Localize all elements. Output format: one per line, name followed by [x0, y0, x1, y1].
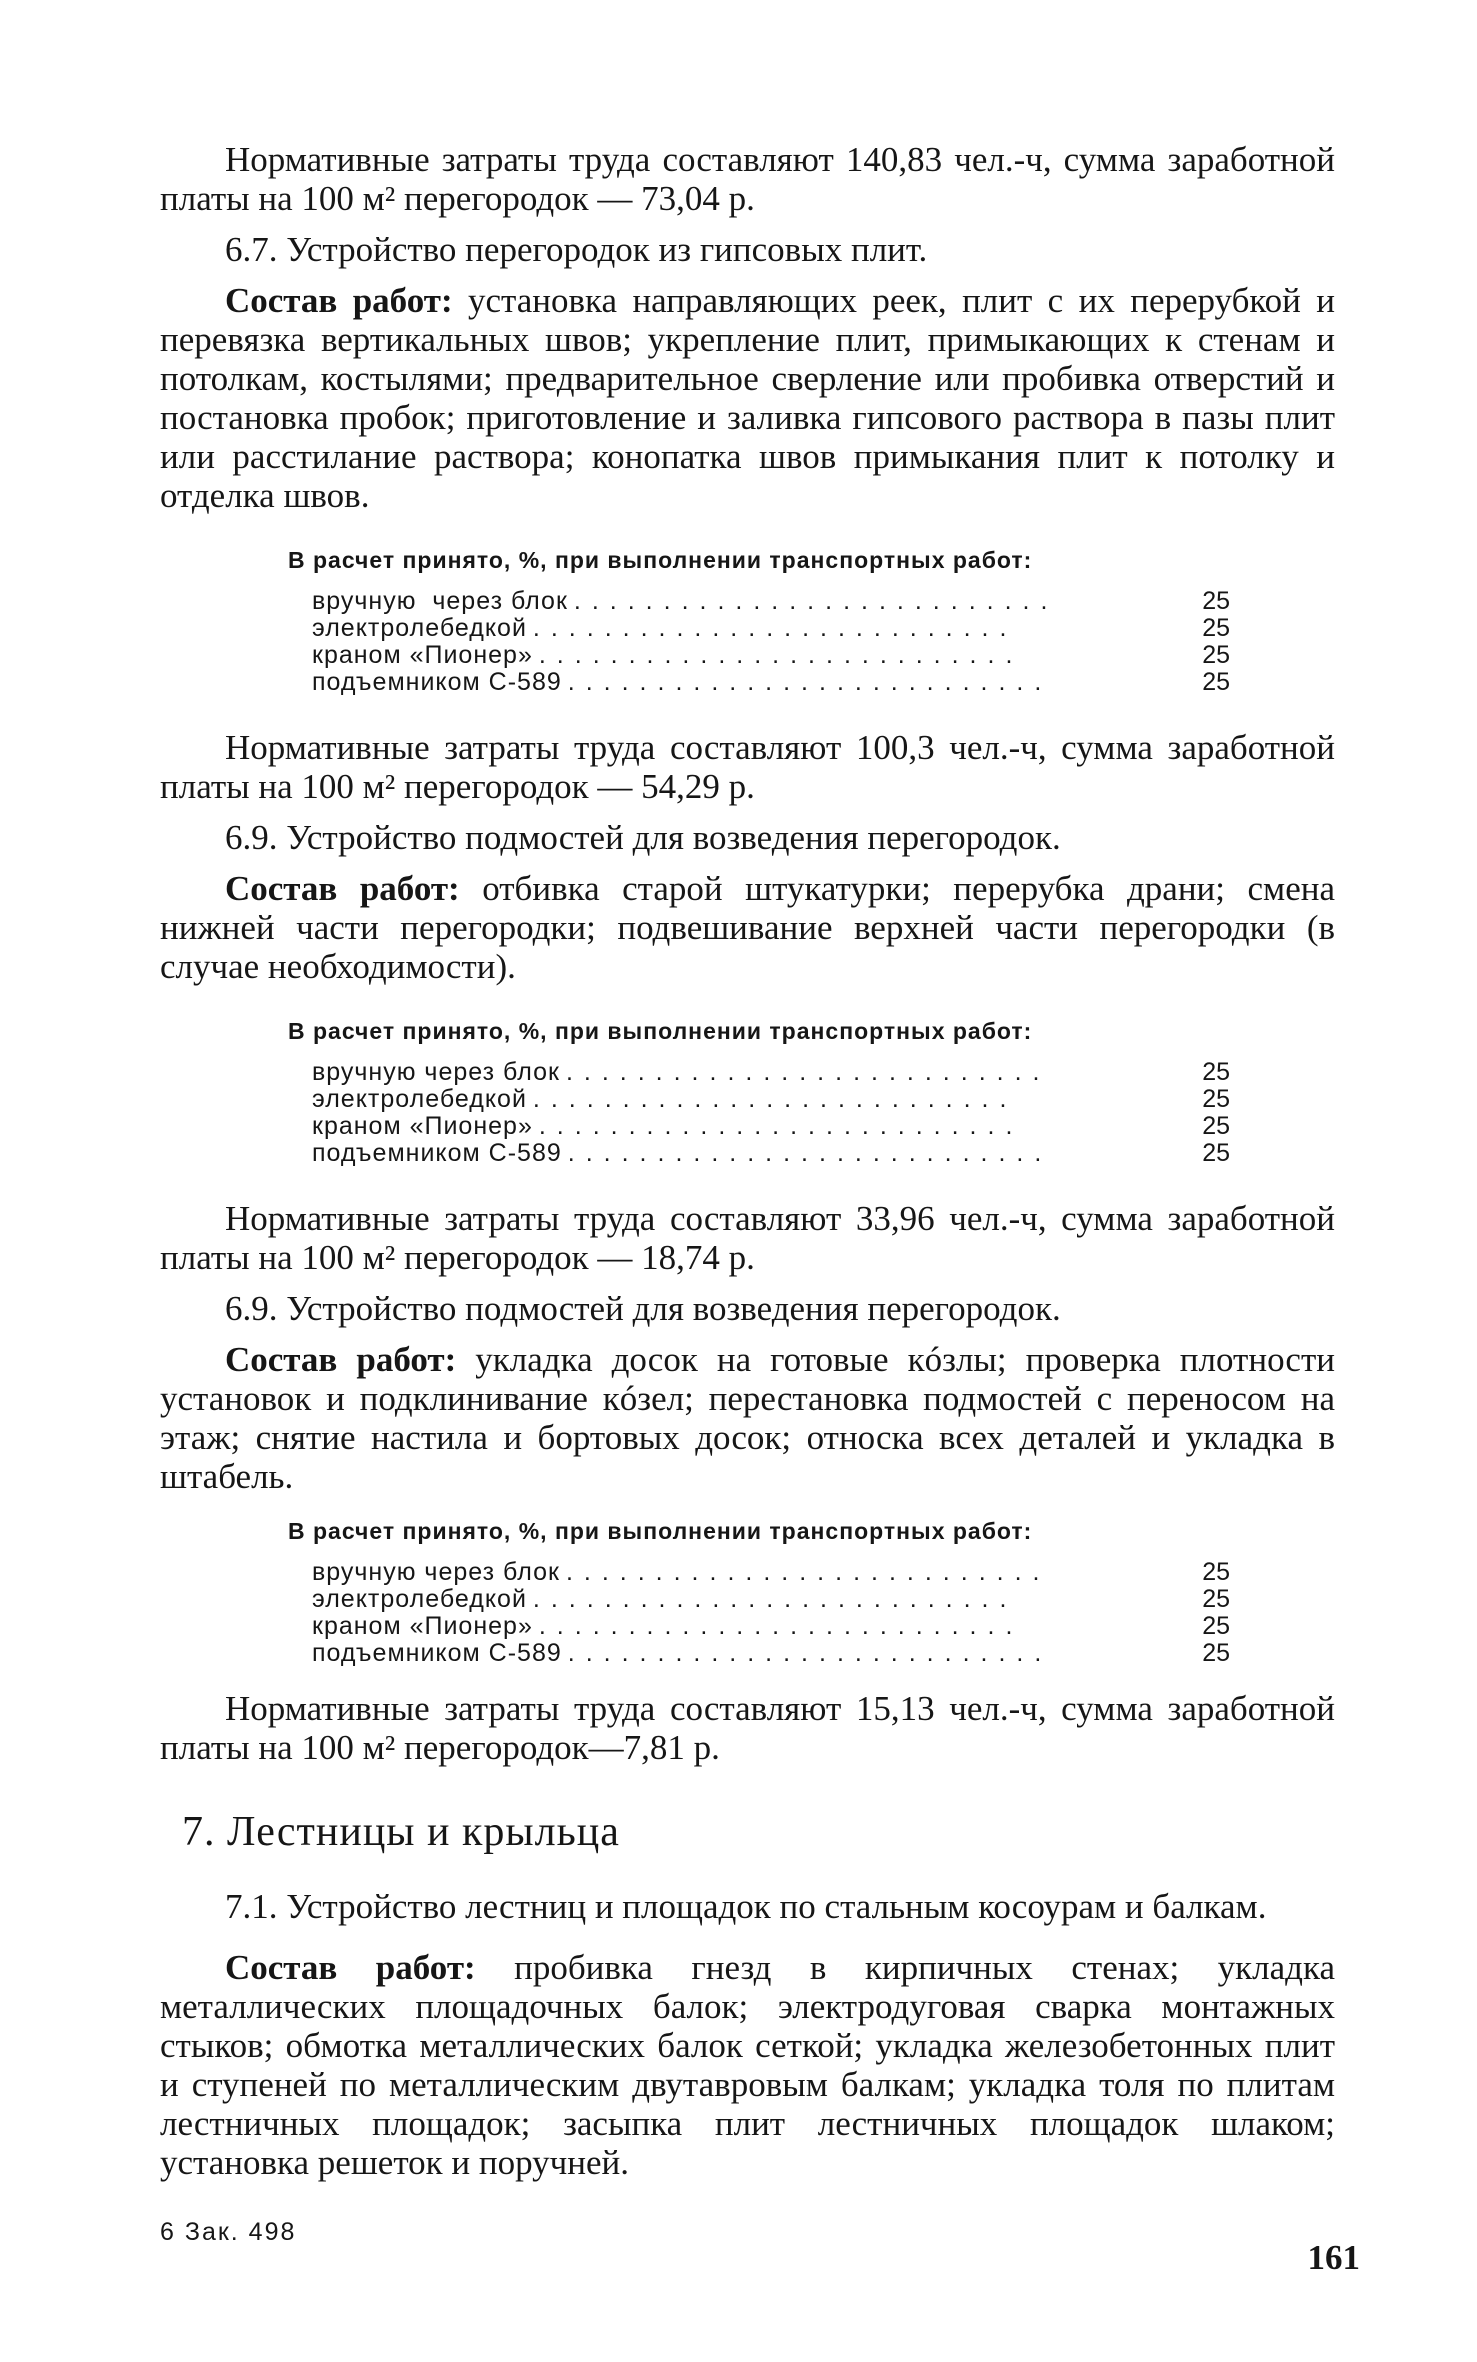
row-label: краном «Пионер»: [312, 641, 533, 669]
leader-dots: ...........................: [538, 1613, 1024, 1640]
composition-text: пробивка гнезд в кирпичных стенах; укладка металлических площадочных балок; электродуговая сварка монтажных стыков; обмотка металлических балок сеткой; укладка железобетонных плит и ступеней по металлическим двутавровым балкам; укладка толя по плитам лестничных площадок; засыпка плит лестничных площадок шлаком; установка решеток и поручней.: [160, 1948, 1335, 2182]
transport-table: [312, 1059, 1230, 1167]
labor-norm-paragraph: Нормативные затраты труда составляют 140,83 чел.-ч, сумма заработной платы на 100 м² перегородок — 73,04 р.: [160, 140, 1335, 218]
transport-note-heading: В расчет принято, %, при выполнении транспортных работ:: [288, 1018, 1033, 1044]
row-value: 25: [1202, 641, 1230, 669]
labor-norm-paragraph: Нормативные затраты труда составляют 33,96 чел.-ч, сумма заработной платы на 100 м² перегородок — 18,74 р.: [160, 1199, 1335, 1277]
row-value: 25: [1202, 668, 1230, 696]
table-row: [312, 1586, 1230, 1613]
page-number: 161: [1307, 2238, 1360, 2277]
print-order-mark: 6 Зак. 498: [160, 2218, 297, 2246]
table-row: [312, 1113, 1230, 1140]
row-label: электролебедкой: [312, 1085, 527, 1113]
row-value: 25: [1202, 1112, 1230, 1140]
section-6-9-composition: [160, 869, 1335, 986]
transport-table: [312, 1559, 1230, 1667]
row-value: 25: [1202, 587, 1230, 615]
table-row: [312, 642, 1230, 669]
leader-dots: ...........................: [538, 642, 1024, 669]
page-content: [160, 140, 1335, 2182]
row-label: подъемником С-589: [312, 1139, 562, 1167]
page-footer: [160, 2218, 1360, 2278]
row-label: подъемником С-589: [312, 1639, 562, 1667]
section-6-9-title: 6.9. Устройство подмостей для возведения перегородок.: [225, 1289, 1061, 1328]
leader-dots: ...........................: [565, 1059, 1051, 1086]
row-value: 25: [1202, 614, 1230, 642]
leader-dots: ...........................: [567, 669, 1053, 696]
leader-dots: ...........................: [538, 1113, 1024, 1140]
composition-text: отбивка старой штукатурки; перерубка драни; смена нижней части перегородки; подвешивание верхней части перегородки (в случае необходимости).: [160, 869, 1335, 986]
row-label: электролебедкой: [312, 614, 527, 642]
section-7-1-title: 7.1. Устройство лестниц и площадок по стальным косоурам и балкам.: [225, 1887, 1267, 1926]
composition-label: Состав работ:: [225, 1948, 476, 1987]
row-value: 25: [1202, 1085, 1230, 1113]
leader-dots: ...........................: [567, 1140, 1053, 1167]
leader-dots: ...........................: [567, 1640, 1053, 1667]
row-label: краном «Пионер»: [312, 1612, 533, 1640]
row-label: вручную через блок: [312, 587, 568, 615]
leader-dots: ...........................: [573, 588, 1059, 615]
composition-label: Состав работ:: [225, 281, 453, 320]
leader-dots: ...........................: [532, 615, 1018, 642]
table-row: [312, 1086, 1230, 1113]
row-value: 25: [1202, 1585, 1230, 1613]
leader-dots: ...........................: [532, 1586, 1018, 1613]
row-label: электролебедкой: [312, 1585, 527, 1613]
leader-dots: ...........................: [565, 1559, 1051, 1586]
table-row: [312, 1613, 1230, 1640]
transport-note-heading: В расчет принято, %, при выполнении транспортных работ:: [288, 547, 1033, 573]
row-value: 25: [1202, 1639, 1230, 1667]
composition-text: укладка досок на готовые кóзлы; проверка плотности установок и подклинивание кóзел; перестановка подмостей с переносом на этаж; снятие настила и бортовых досок; относка всех деталей и укладка в штабель.: [160, 1340, 1335, 1496]
row-value: 25: [1202, 1058, 1230, 1086]
table-row: [312, 588, 1230, 615]
transport-note-heading: В расчет принято, %, при выполнении транспортных работ:: [288, 1518, 1033, 1544]
table-row: [312, 1059, 1230, 1086]
section-6-9-composition: [160, 1340, 1335, 1496]
section-7-1-composition: [160, 1948, 1335, 2182]
section-6-7-title: 6.7. Устройство перегородок из гипсовых плит.: [225, 230, 928, 269]
section-6-9-title: 6.9. Устройство подмостей для возведения перегородок.: [225, 818, 1061, 857]
row-label: подъемником С-589: [312, 668, 562, 696]
table-row: [312, 1640, 1230, 1667]
row-value: 25: [1202, 1558, 1230, 1586]
row-label: вручную через блок: [312, 1558, 560, 1586]
chapter-7-heading: 7. Лестницы и крыльца: [182, 1809, 620, 1855]
table-row: [312, 1559, 1230, 1586]
labor-norm-paragraph: Нормативные затраты труда составляют 15,13 чел.-ч, сумма заработной платы на 100 м² перегородок—7,81 р.: [160, 1689, 1335, 1767]
row-label: вручную через блок: [312, 1058, 560, 1086]
table-row: [312, 1140, 1230, 1167]
row-label: краном «Пионер»: [312, 1112, 533, 1140]
table-row: [312, 669, 1230, 696]
row-value: 25: [1202, 1612, 1230, 1640]
section-6-7-composition: [160, 281, 1335, 515]
composition-label: Состав работ:: [225, 1340, 457, 1379]
composition-label: Состав работ:: [225, 869, 460, 908]
leader-dots: ...........................: [532, 1086, 1018, 1113]
row-value: 25: [1202, 1139, 1230, 1167]
transport-table: [312, 588, 1230, 696]
table-row: [312, 615, 1230, 642]
labor-norm-paragraph: Нормативные затраты труда составляют 100,3 чел.-ч, сумма заработной платы на 100 м² перегородок — 54,29 р.: [160, 728, 1335, 806]
composition-text: установка направляющих реек, плит с их перерубкой и перевязка вертикальных швов; укрепление плит, примыкающих к стенам и потолкам, костылями; предварительное сверление или пробивка отверстий и постановка пробок; приготовление и заливка гипсового раствора в пазы плит или расстилание раствора; конопатка швов примыкания плит к потолку и отделка швов.: [160, 281, 1335, 515]
